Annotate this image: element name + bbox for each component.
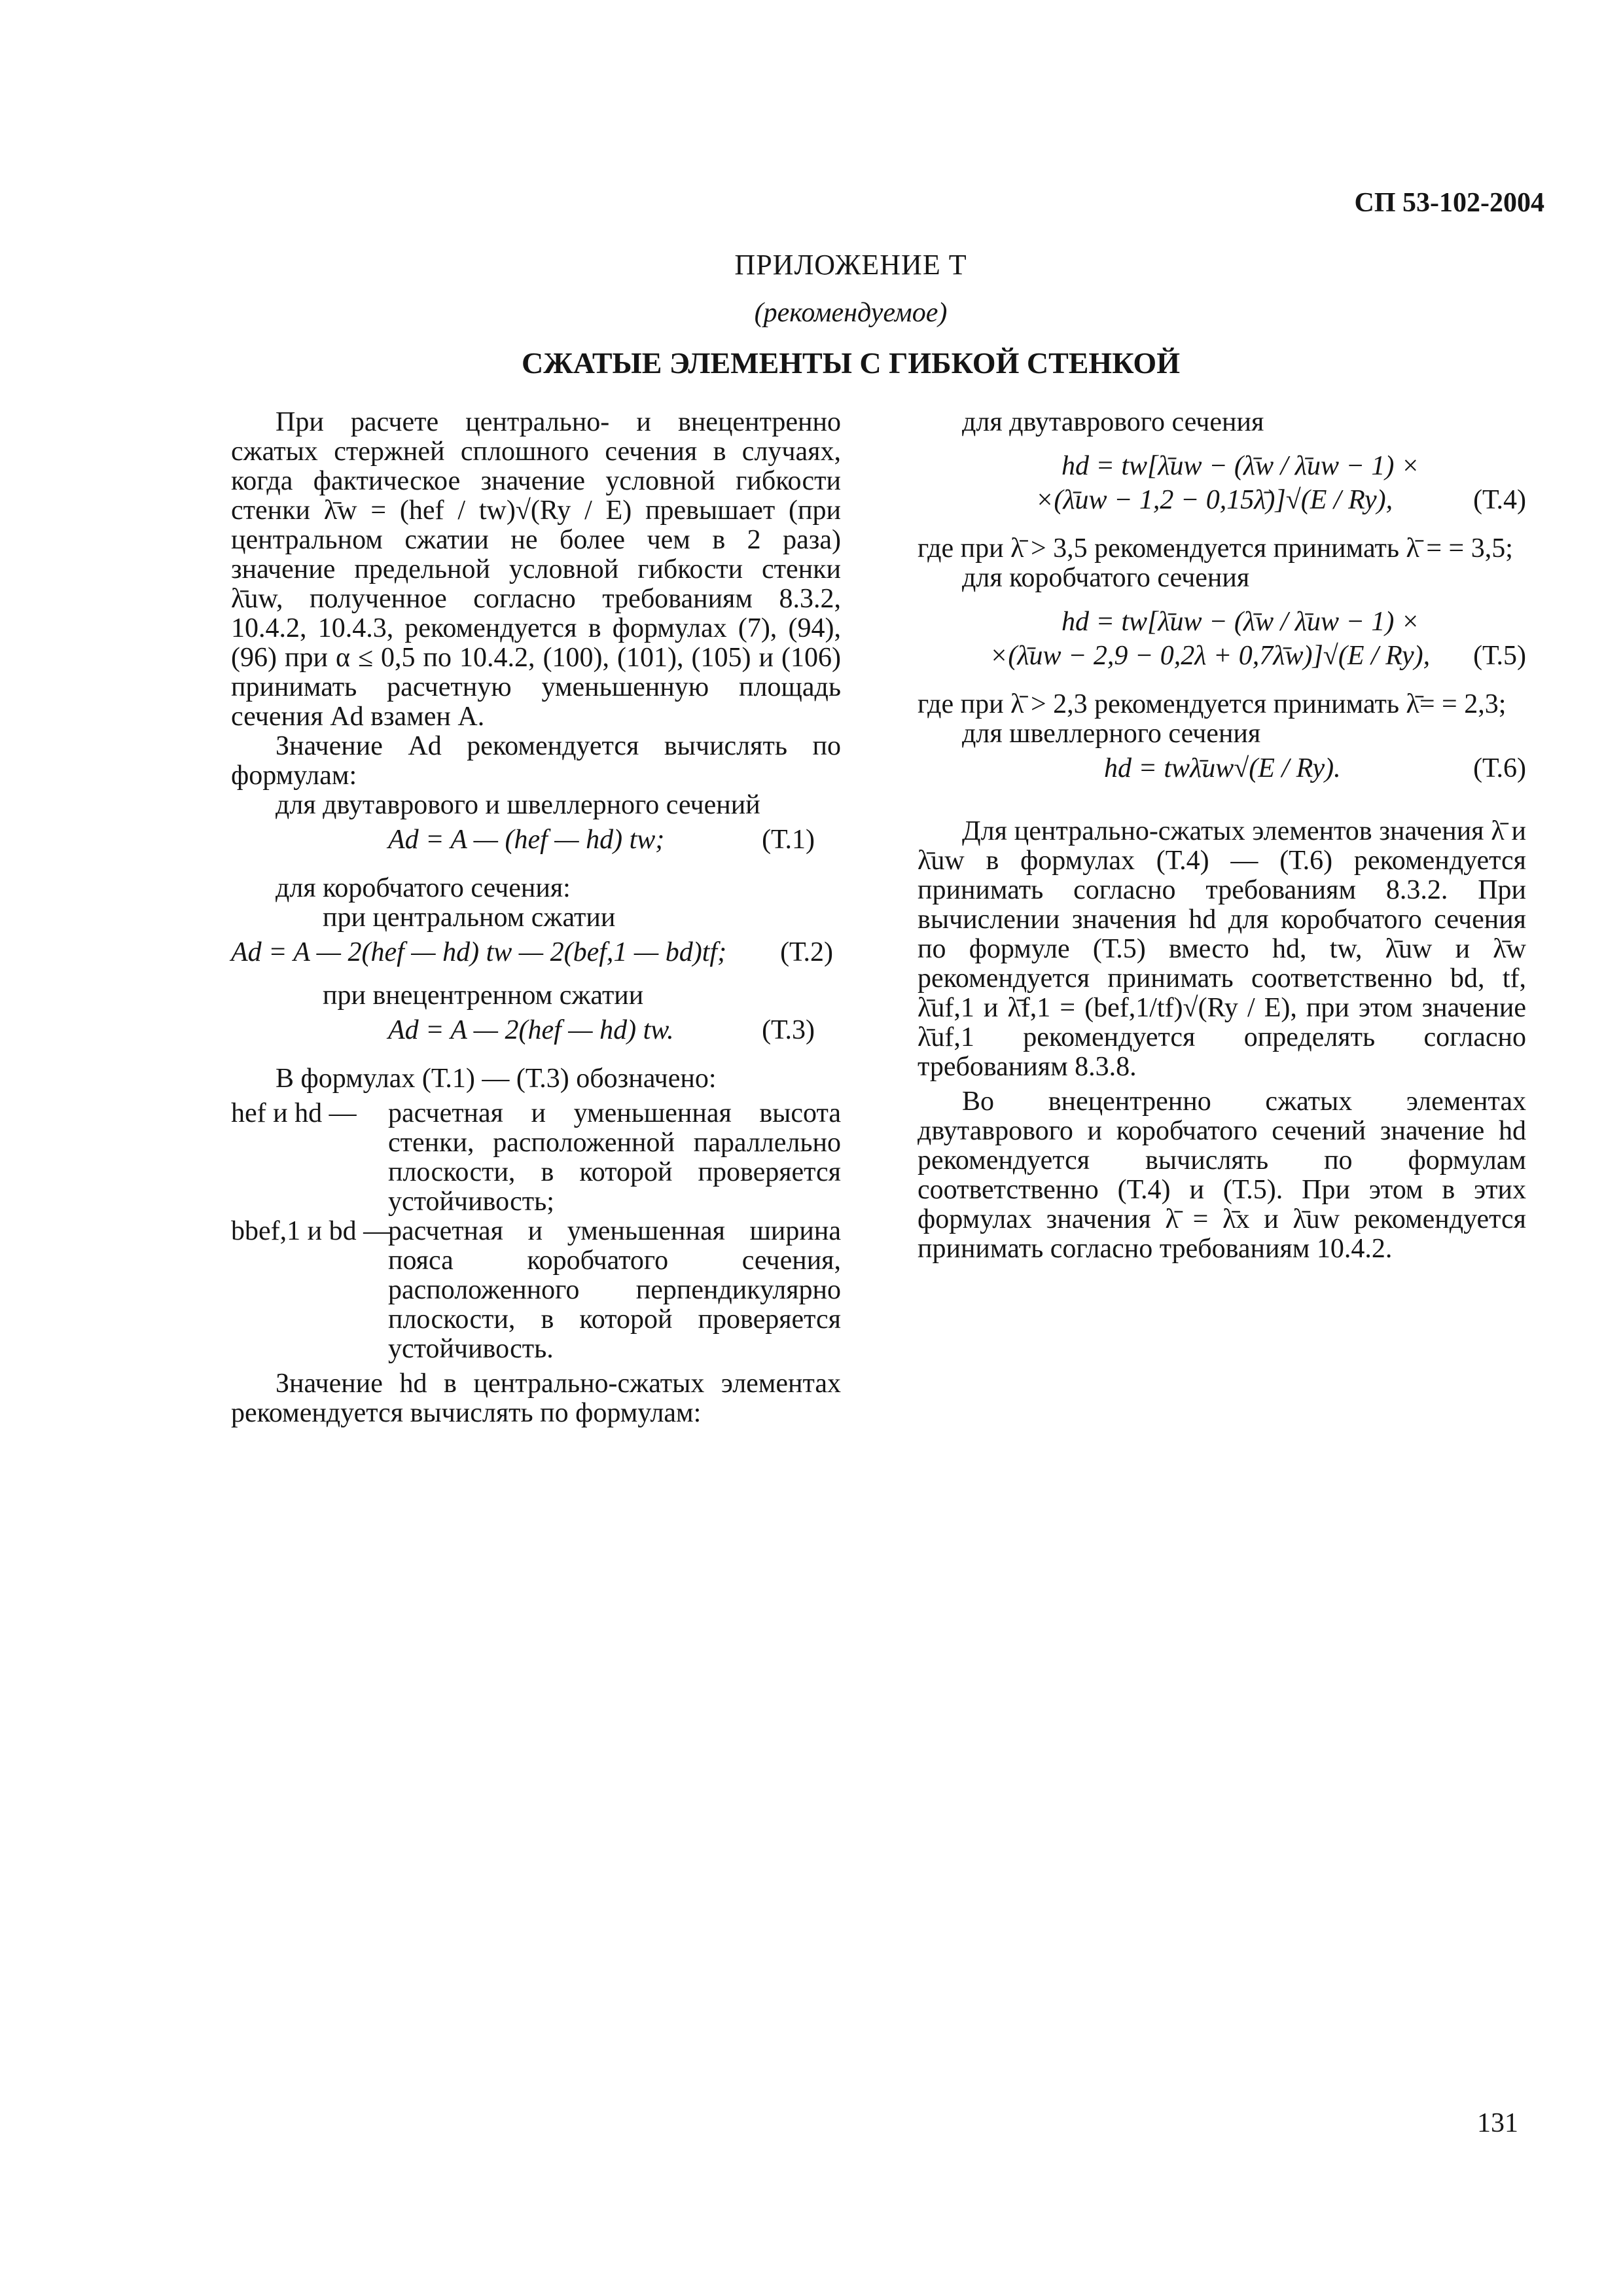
formula-number: (Т.6) — [1473, 753, 1526, 783]
formula-expression: ×(λ̄uw − 2,9 − 0,2λ + 0,7λ̄w)]√(E / Ry), — [990, 641, 1431, 671]
definition-item — [231, 1217, 841, 1364]
formula-number: (Т.5) — [1473, 641, 1526, 671]
formula-number: (Т.2) — [780, 937, 833, 967]
formula-t3 — [231, 1016, 841, 1050]
formula-t1 — [231, 825, 841, 859]
right-column — [918, 408, 1526, 1264]
formula-t5-line2 — [918, 641, 1526, 675]
definition-term: bbef,1 и bd — — [231, 1216, 391, 1246]
formula-expression: hd = tw[λ̄uw − (λ̄w / λ̄uw − 1) × — [1061, 607, 1420, 637]
paragraph: где при λ̄ > 2,3 рекомендуется принимать λ̄= = 2,3; — [918, 689, 1507, 719]
paragraph: Во внецентренно сжатых элементах двутаврового и коробчатого сечений значение hd рекомендуется вычислять по формулам соответственно (Т.4) и (Т.5). При этом в этих формулах значения λ̄ = λ̄x и λ̄uw рекомендуется принимать согласно требованиям 10.4.2. — [918, 1086, 1526, 1264]
formula-t4-line2 — [918, 486, 1526, 520]
paragraph: для двутаврового и швеллерного сечений — [276, 790, 760, 820]
definition-term: hef и hd — — [231, 1098, 357, 1128]
paragraph: Значение hd в центрально-сжатых элементах рекомендуется вычислять по формулам: — [231, 1369, 841, 1428]
formula-expression: Ad = A — 2(hef — hd) tw — 2(bef,1 — bd)tf; — [231, 937, 727, 967]
appendix-title: ПРИЛОЖЕНИЕ Т — [734, 249, 967, 281]
paragraph: при внецентренном сжатии — [323, 980, 644, 1011]
paragraph: при центральном сжатии — [323, 903, 616, 933]
paragraph: для двутаврового сечения — [962, 407, 1264, 437]
paragraph: В формулах (Т.1) — (Т.3) обозначено: — [276, 1064, 717, 1094]
formula-t2 — [231, 938, 841, 972]
paragraph: для коробчатого сечения: — [276, 873, 571, 903]
paragraph: для коробчатого сечения — [962, 563, 1250, 593]
document-number: СП 53-102-2004 — [1354, 188, 1544, 218]
formula-expression: Ad = A — 2(hef — hd) tw. — [388, 1015, 674, 1045]
formula-t6 — [918, 754, 1526, 788]
formula-number: (Т.3) — [762, 1015, 815, 1045]
page-number: 131 — [1477, 2108, 1518, 2138]
formula-expression: ×(λ̄uw − 1,2 − 0,15λ̄)]√(E / Ry), — [1035, 485, 1393, 515]
paragraph: При расчете центрально- и внецентренно сжатых стержней сплошного сечения в случаях, когда фактическое значение условной гибкости стенки λ̄w = (hef / tw)√(Ry / E) превышает (при центральном сжатии не более чем в 2 раза) значение предельной условной гибкости стенки λ̄uw, полученное согласно требованиям 8.3.2, 10.4.2, 10.4.3, рекомендуется в формулах (7), (94), (96) при α ≤ 0,5 по 10.4.2, (100), (101), (105) и (106) принимать расчетную уменьшенную площадь сечения Ad взамен A. — [231, 407, 841, 732]
paragraph: где при λ̄ > 3,5 рекомендуется принимать λ̄ = = 3,5; — [918, 533, 1513, 564]
definition-text: расчетная и уменьшенная ширина пояса коробчатого сечения, расположенного перпендикулярно плоскости, в которой проверяется устойчивость. — [388, 1216, 841, 1364]
formula-expression: hd = twλ̄uw√(E / Ry). — [1104, 753, 1341, 783]
definition-text: расчетная и уменьшенная высота стенки, расположенной параллельно плоскости, в которой проверяется устойчивость; — [388, 1098, 841, 1217]
definition-item — [231, 1099, 841, 1217]
formula-t4-line1 — [918, 452, 1526, 486]
formula-t5-line1 — [918, 607, 1526, 641]
appendix-subtitle: (рекомендуемое) — [754, 298, 948, 328]
left-column — [231, 408, 841, 1428]
paragraph: Для центрально-сжатых элементов значения λ̄ и λ̄uw в формулах (Т.4) — (Т.6) рекомендуется принимать согласно требованиям 8.3.2. При вычислении значения hd для коробчатого сечения по формуле (Т.5) вместо hd, tw, λ̄uw и λ̄w рекомендуется принимать соответственно bd, tf, λ̄uf,1 и λ̄f,1 = (bef,1/tf)√(Ry / E), при этом значение λ̄uf,1 рекомендуется определять согласно требованиям 8.3.8. — [918, 816, 1526, 1082]
formula-number: (Т.4) — [1473, 485, 1526, 515]
formula-expression: hd = tw[λ̄uw − (λ̄w / λ̄uw − 1) × — [1061, 451, 1420, 481]
formula-expression: Ad = A — (hef — hd) tw; — [388, 825, 665, 855]
paragraph: для швеллерного сечения — [962, 719, 1261, 749]
formula-number: (Т.1) — [762, 825, 815, 855]
paragraph: Значение Ad рекомендуется вычислять по формулам: — [231, 731, 841, 791]
section-heading: СЖАТЫЕ ЭЛЕМЕНТЫ С ГИБКОЙ СТЕНКОЙ — [522, 346, 1180, 380]
